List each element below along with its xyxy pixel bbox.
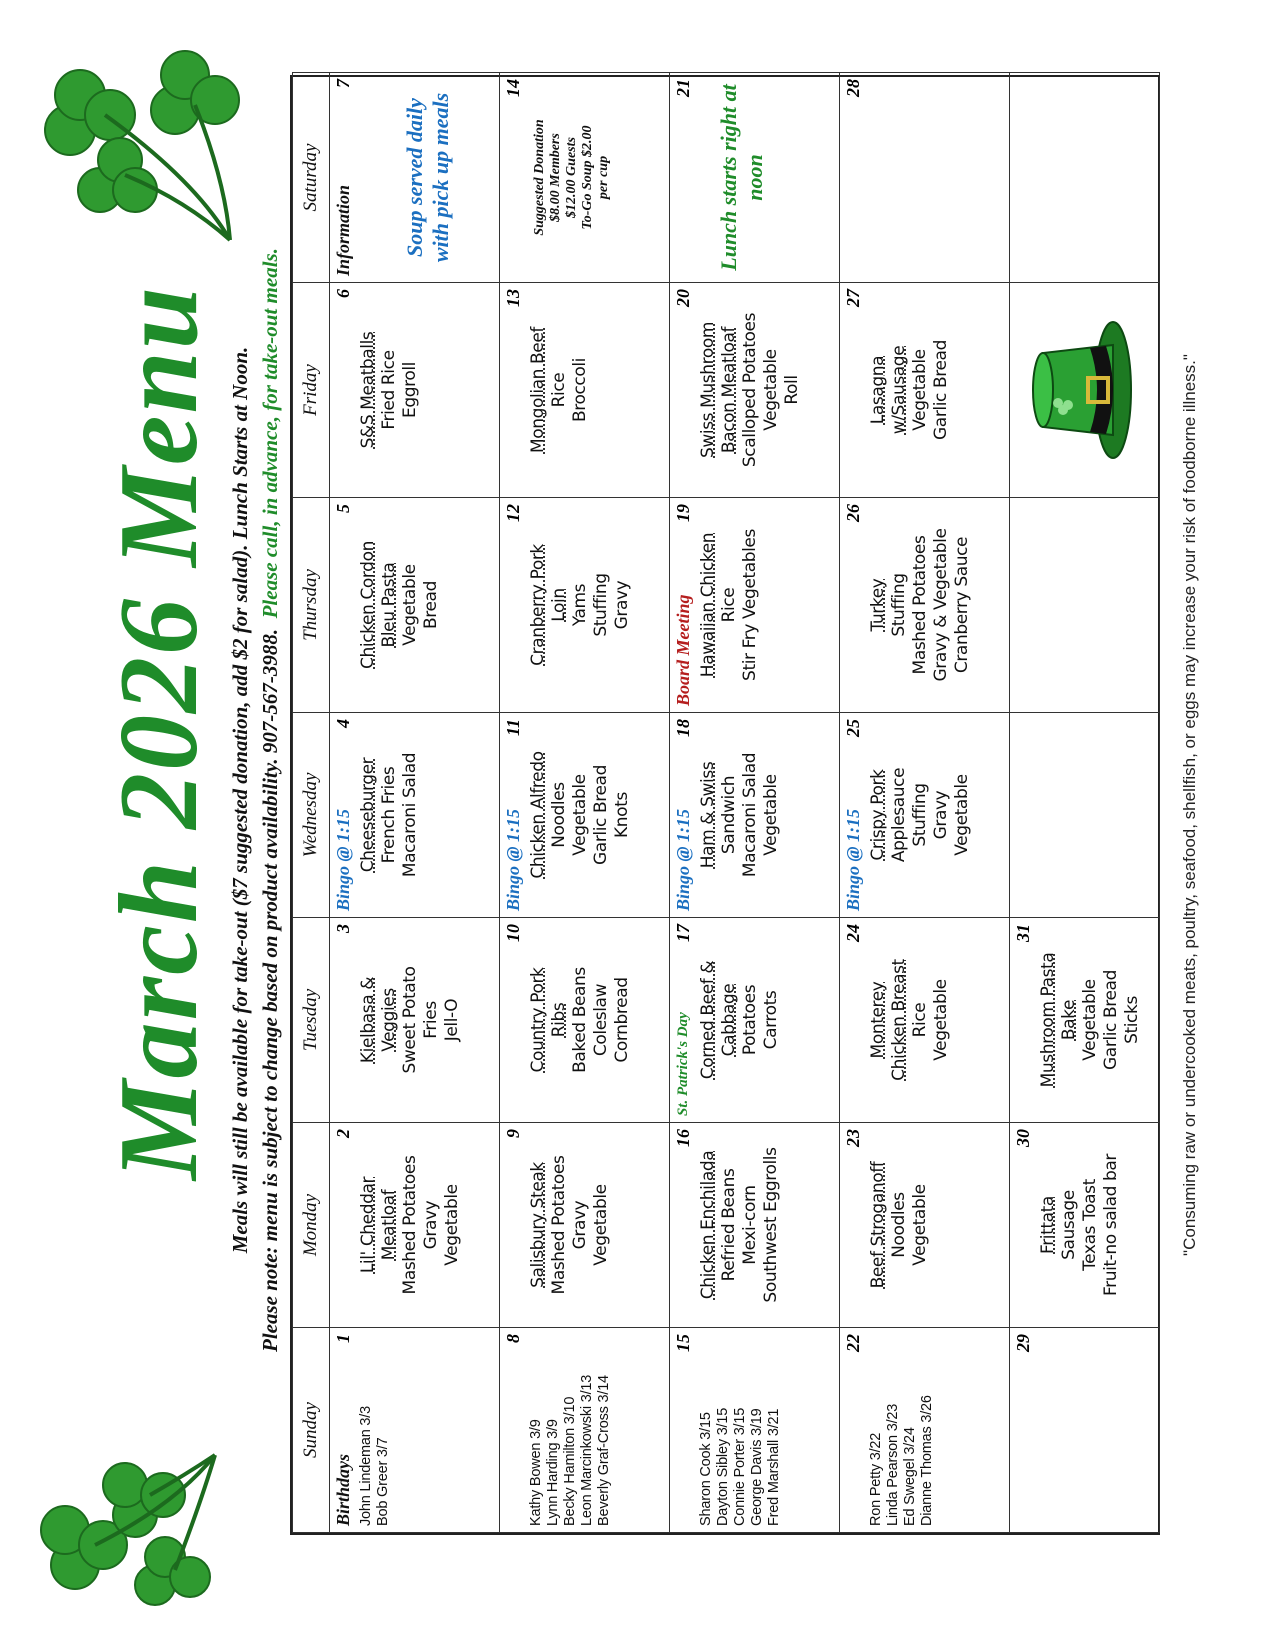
day-number: 27: [842, 289, 863, 307]
day-number: 18: [672, 719, 693, 737]
menu-item: Southwest Eggrolls: [761, 1147, 781, 1303]
menu-item: Salisbury Steak: [528, 1162, 548, 1288]
information-label: Information: [332, 184, 353, 276]
menu-item: Gravy: [421, 1200, 441, 1250]
menu-item: Mongolian Beef: [528, 326, 548, 454]
menu-item: Potatoes: [740, 984, 760, 1056]
day-cell: [840, 73, 1010, 283]
menu-item: Vegetable: [761, 349, 781, 431]
day-number: 12: [502, 504, 523, 522]
day-cell: [670, 1123, 840, 1328]
menu-item: Vegetable: [910, 349, 930, 431]
menu-item: Fried Rice: [379, 350, 399, 430]
day-number: 24: [842, 924, 863, 942]
day-cell: [670, 498, 840, 713]
day-cell: [1010, 1123, 1160, 1328]
birthday-entry: Dayton Sibley 3/15: [715, 1407, 731, 1526]
menu-items: [866, 1123, 933, 1327]
week-row: [330, 73, 500, 1533]
day-header-friday: Friday: [293, 283, 330, 498]
menu-item: Bread: [421, 581, 441, 629]
menu-item: Coleslaw: [591, 983, 611, 1057]
day-cell: [330, 1123, 500, 1328]
menu-item: Yams: [570, 583, 590, 627]
donation-line: To-Go Soup $2.00: [580, 125, 595, 230]
day-cell: [330, 73, 500, 283]
shamrock-icon: [25, 1425, 225, 1625]
menu-item: Swiss Mushroom: [698, 322, 718, 458]
board-meeting-label: Board Meeting: [672, 594, 693, 706]
menu-items: [1036, 918, 1145, 1122]
day-number: 13: [502, 289, 523, 307]
birthday-entry: Bob Greer 3/7: [375, 1437, 391, 1526]
menu-item: Fruit-no salad bar: [1101, 1154, 1121, 1297]
menu-items: [526, 498, 635, 712]
menu-item: Scalloped Potatoes: [740, 312, 760, 468]
day-cell: [500, 1123, 670, 1328]
day-number: 22: [842, 1334, 863, 1352]
day-cell: [330, 1328, 500, 1533]
week-row: [1010, 73, 1160, 1533]
day-number: 9: [502, 1129, 523, 1138]
birthday-list: [356, 1328, 394, 1532]
birthday-entry: Dianne Thomas 3/26: [919, 1395, 935, 1526]
menu-item: Roll: [782, 375, 802, 405]
week-row: [500, 73, 670, 1533]
birthday-entry: Sharon Cook 3/15: [698, 1412, 714, 1526]
day-number: 7: [332, 79, 353, 88]
menu-item: Macaroni Salad: [740, 752, 760, 878]
birthday-entry: Ed Swegel 3/24: [902, 1427, 918, 1526]
day-cell: [330, 498, 500, 713]
day-cell: [1010, 918, 1160, 1123]
menu-item: Sticks: [1122, 996, 1142, 1044]
day-number: 29: [1012, 1334, 1033, 1352]
page-title: March 2026 Menu: [97, 284, 221, 1180]
menu-items: [696, 1123, 784, 1327]
day-number: 28: [842, 79, 863, 97]
week-row: [840, 73, 1010, 1533]
day-cell: [1010, 713, 1160, 918]
menu-item: Stuffing: [889, 573, 909, 637]
menu-item: Vegetable: [442, 1184, 462, 1266]
menu-item: Sweet Potato: [400, 966, 420, 1074]
birthday-entry: John Lindeman 3/3: [358, 1406, 374, 1526]
day-cell: [840, 498, 1010, 713]
menu-item: Garlic Bread: [931, 340, 951, 440]
day-number: 23: [842, 1129, 863, 1147]
menu-items: [526, 283, 593, 497]
menu-item: Loin: [549, 588, 569, 622]
menu-items: [866, 918, 954, 1122]
day-number: 5: [332, 504, 353, 513]
day-cell: [500, 713, 670, 918]
day-number: 21: [672, 79, 693, 97]
menu-item: Garlic Bread: [591, 765, 611, 865]
menu-item: S&S Meatballs: [358, 331, 378, 449]
day-cell: [670, 283, 840, 498]
bingo-label: Bingo @ 1:15: [842, 809, 863, 911]
menu-items: [356, 1123, 465, 1327]
day-cell: [1010, 283, 1160, 498]
donation-line: $8.00 Members: [548, 133, 563, 222]
day-cell: [500, 918, 670, 1123]
birthday-entry: Linda Pearson 3/23: [885, 1403, 901, 1526]
menu-item: Gravy: [931, 790, 951, 840]
day-number: 20: [672, 289, 693, 307]
menu-item: Bacon Meatloaf: [719, 326, 739, 454]
day-cell: [670, 918, 840, 1123]
day-cell: [500, 283, 670, 498]
menu-item: Meatloaf: [379, 1189, 399, 1261]
menu-items: [866, 713, 975, 917]
menu-item: Stuffing: [591, 573, 611, 637]
menu-item: Chicken Alfredo: [528, 751, 548, 879]
menu-items: [866, 498, 975, 712]
menu-item: Rice: [719, 587, 739, 623]
day-cell: [500, 498, 670, 713]
day-number: 30: [1012, 1129, 1033, 1147]
menu-items: [356, 918, 465, 1122]
menu-item: Corned Beef &: [698, 960, 718, 1080]
day-number: 31: [1012, 924, 1033, 942]
day-header-saturday: Saturday: [293, 73, 330, 283]
day-number: 15: [672, 1334, 693, 1352]
day-number: 1: [332, 1334, 353, 1343]
day-number: 6: [332, 289, 353, 298]
birthday-entry: Connie Porter 3/15: [732, 1407, 748, 1526]
menu-item: Vegetable: [952, 774, 972, 856]
menu-item: Refried Beans: [719, 1168, 739, 1282]
birthday-list: [696, 1328, 785, 1532]
day-number: 14: [502, 79, 523, 97]
menu-item: Applesauce: [889, 767, 909, 863]
day-number: 10: [502, 924, 523, 942]
menu-item: Vegetable: [591, 1184, 611, 1266]
menu-items: [526, 918, 635, 1122]
menu-items: [696, 713, 784, 917]
donation-line: $12.00 Guests: [564, 137, 579, 218]
menu-item: Stuffing: [910, 783, 930, 847]
day-number: 4: [332, 719, 353, 728]
donation-info: [526, 73, 618, 282]
menu-item: Vegetable: [931, 979, 951, 1061]
birthday-entry: Becky Hamilton 3/10: [562, 1396, 578, 1526]
menu-item: Broccoli: [570, 357, 590, 423]
leprechaun-hat-icon: [1018, 315, 1138, 465]
menu-item: Sausage: [1059, 1190, 1079, 1260]
menu-items: [866, 283, 954, 497]
menu-item: Crispy Pork: [868, 769, 888, 861]
day-cell: [840, 1123, 1010, 1328]
menu-item: Lil' Cheddar: [358, 1176, 378, 1274]
weekday-header-row: [293, 73, 330, 1533]
menu-items: [526, 1123, 614, 1327]
day-cell: [670, 73, 840, 283]
birthday-list: [526, 1328, 615, 1532]
menu-item: Texas Toast: [1080, 1179, 1100, 1271]
day-number: 11: [502, 719, 523, 737]
menu-item: Cranberry Sauce: [952, 536, 972, 674]
day-header-wednesday: Wednesday: [293, 713, 330, 918]
menu-item: Monterey: [868, 981, 888, 1059]
birthdays-label: Birthdays: [332, 1453, 353, 1526]
day-cell: [670, 713, 840, 918]
menu-item: Ribs: [549, 1002, 569, 1038]
day-cell: [840, 1328, 1010, 1533]
day-cell: [670, 1328, 840, 1533]
menu-item: Country Pork: [528, 967, 548, 1073]
menu-item: Chicken Cordon: [358, 541, 378, 669]
menu-item: Kielbasa &: [358, 976, 378, 1064]
menu-items: [1036, 1123, 1124, 1327]
menu-item: Baked Beans: [570, 967, 590, 1073]
menu-item: Carrots: [761, 990, 781, 1050]
day-header-thursday: Thursday: [293, 498, 330, 713]
menu-item: Vegetable: [570, 774, 590, 856]
menu-item: Sandwich: [719, 775, 739, 855]
day-cell: [330, 713, 500, 918]
day-header-tuesday: Tuesday: [293, 918, 330, 1123]
day-header-monday: Monday: [293, 1123, 330, 1328]
menu-items: [696, 498, 763, 712]
menu-item: Noodles: [889, 1192, 909, 1258]
menu-item: Vegetable: [1080, 979, 1100, 1061]
menu-item: w/Sausage: [889, 345, 909, 435]
menu-item: Bleu Pasta: [379, 562, 399, 648]
donation-line: Suggested Donation: [532, 119, 547, 236]
menu-item: Chicken Enchilada: [698, 1150, 718, 1300]
day-number: 19: [672, 504, 693, 522]
menu-calendar: [290, 75, 1160, 1535]
calendar-grid: [292, 72, 1160, 1533]
menu-item: Cornbread: [612, 977, 632, 1063]
day-number: 8: [502, 1334, 523, 1343]
lunch-time-info: Lunch starts right at noon: [716, 84, 767, 271]
day-cell: [840, 918, 1010, 1123]
day-header-sunday: Sunday: [293, 1328, 330, 1533]
menu-item: Bake: [1059, 999, 1079, 1041]
availability-text: Please note: menu is subject to change based on product availability. 907-567-3988.: [258, 628, 282, 1352]
menu-items: [526, 713, 635, 917]
menu-item: Rice: [910, 1002, 930, 1038]
bingo-label: Bingo @ 1:15: [332, 809, 353, 911]
day-cell: [1010, 1328, 1160, 1533]
day-number: 2: [332, 1129, 353, 1138]
birthday-entry: George Davis 3/19: [749, 1408, 765, 1526]
day-number: 16: [672, 1129, 693, 1147]
menu-item: Noodles: [549, 782, 569, 848]
bingo-label: Bingo @ 1:15: [502, 809, 523, 911]
menu-item: Cheeseburger: [358, 757, 378, 873]
menu-item: Chicken Breast: [889, 959, 909, 1081]
menu-item: Mexi-corn: [740, 1185, 760, 1265]
menu-item: Rice: [549, 372, 569, 408]
menu-item: Gravy: [612, 580, 632, 630]
soup-info: Soup served daily with pick up meals: [402, 92, 453, 263]
day-number: 25: [842, 719, 863, 737]
menu-item: Ham & Swiss: [698, 761, 718, 869]
day-cell: [1010, 498, 1160, 713]
call-ahead-text: Please call, in advance, for take-out meals.: [258, 248, 282, 619]
day-cell: [500, 1328, 670, 1533]
birthday-entry: Fred Marshall 3/21: [766, 1408, 782, 1526]
food-safety-disclaimer: "Consuming raw or undercooked meats, poultry, seafood, shellfish, or eggs may increase your risk of foodborne illness.": [1180, 354, 1199, 1256]
menu-item: Vegetable: [910, 1184, 930, 1266]
bingo-label: Bingo @ 1:15: [672, 809, 693, 911]
menu-item: Macaroni Salad: [400, 752, 420, 878]
day-number: 26: [842, 504, 863, 522]
menu-item: Jell-O: [442, 998, 462, 1042]
menu-items: [356, 498, 444, 712]
menu-items: [356, 283, 423, 497]
day-cell: [330, 283, 500, 498]
menu-item: Eggroll: [400, 362, 420, 418]
menu-item: Vegetable: [400, 564, 420, 646]
menu-item: Vegetable: [761, 774, 781, 856]
menu-item: Mashed Potatoes: [910, 535, 930, 675]
menu-item: Veggies: [379, 988, 399, 1052]
menu-items: [696, 283, 805, 497]
menu-item: Knots: [612, 792, 632, 838]
menu-item: Fries: [421, 1001, 441, 1039]
menu-item: Mashed Potatoes: [549, 1155, 569, 1295]
birthday-entry: Ron Petty 3/22: [868, 1432, 884, 1526]
shamrock-icon: [25, 40, 245, 260]
menu-item: Garlic Bread: [1101, 970, 1121, 1070]
birthday-entry: Kathy Bowen 3/9: [528, 1419, 544, 1526]
day-number: 17: [672, 924, 693, 942]
menu-item: Mashed Potatoes: [400, 1155, 420, 1295]
menu-item: Lasagna: [868, 355, 888, 425]
birthday-entry: Lynn Harding 3/9: [545, 1419, 561, 1526]
menu-item: Frittata: [1038, 1196, 1058, 1254]
day-cell: [500, 73, 670, 283]
menu-item: Stir Fry Vegetables: [740, 529, 760, 681]
birthday-entry: Beverly Graf-Cross 3/14: [596, 1375, 612, 1526]
menu-item: Beef Stroganoff: [868, 1161, 888, 1289]
availability-note: [258, 120, 283, 1480]
day-number: 3: [332, 924, 353, 933]
birthday-entry: Leon Marcinkowski 3/13: [579, 1374, 595, 1526]
birthday-list: [866, 1328, 938, 1532]
menu-item: French Fries: [379, 766, 399, 864]
menu-item: Cabbage: [719, 983, 739, 1057]
day-cell: [840, 713, 1010, 918]
menu-item: Gravy & Vegetable: [931, 528, 951, 682]
st-patricks-label: St. Patrick's Day: [674, 1012, 691, 1116]
menu-item: Mushroom Pasta: [1038, 952, 1058, 1088]
donation-line: per cup: [596, 155, 611, 200]
menu-item: Turkey: [868, 578, 888, 632]
day-cell: [330, 918, 500, 1123]
menu-items: [696, 918, 784, 1122]
menu-item: Cranberry Pork: [528, 544, 548, 666]
day-cell: [1010, 73, 1160, 283]
takeout-note: Meals will still be available for take-out ($7 suggested donation, add $2 for salad). Lunch Starts at Noon.: [228, 346, 252, 1254]
menu-item: Hawaiian Chicken: [698, 532, 718, 678]
menu-item: Gravy: [570, 1200, 590, 1250]
week-row: [670, 73, 840, 1533]
day-cell: [840, 283, 1010, 498]
menu-items: [356, 713, 423, 917]
